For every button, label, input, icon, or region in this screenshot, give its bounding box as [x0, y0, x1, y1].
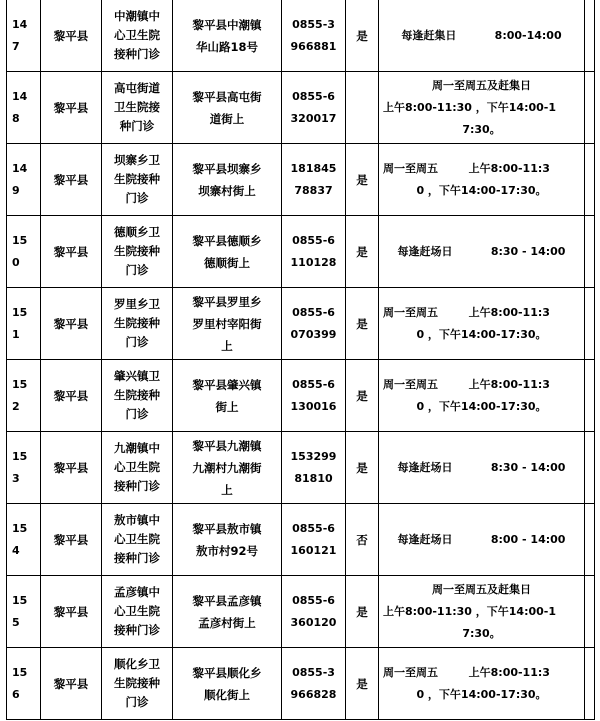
- cell-line: 130016: [290, 399, 337, 413]
- opening-hours-cell: [379, 576, 585, 648]
- cell-line: 0: [12, 255, 20, 269]
- cell-line: 每逢赶场日 8:30 - 14:00: [397, 244, 566, 258]
- cell-line: 5: [12, 615, 20, 629]
- cell-line: 心卫生院: [114, 532, 160, 546]
- cell-line: 15: [12, 521, 28, 535]
- cell-line: 上午8:00-11:30 ，下午14:00-1: [383, 100, 557, 114]
- table-row: [7, 144, 595, 216]
- cell-line: 14: [12, 17, 28, 31]
- blank-cell: [585, 72, 595, 144]
- cell-line: 生院接种: [114, 676, 160, 690]
- cell-line: 8: [12, 111, 20, 125]
- cell-line: 6: [12, 687, 20, 701]
- blank-cell: [585, 0, 595, 72]
- clinic-name-cell: [102, 288, 173, 360]
- phone-cell: [282, 288, 346, 360]
- blank-cell: [585, 504, 595, 576]
- cell-line: 周一至周五及赶集日: [432, 78, 531, 92]
- open-status-cell: 是: [346, 0, 379, 72]
- cell-line: 0855-6: [292, 593, 335, 607]
- open-status-cell: 否: [346, 504, 379, 576]
- cell-line: 070399: [290, 327, 337, 341]
- cell-line: 敖市镇中: [114, 513, 160, 527]
- cell-line: 生院接种: [114, 172, 160, 186]
- cell-line: 接种门诊: [114, 479, 160, 493]
- county-cell: 黎平县: [41, 144, 102, 216]
- blank-cell: [585, 216, 595, 288]
- cell-line: 周一至周五 上午8:00-11:3: [383, 665, 550, 679]
- cell-line: 360120: [290, 615, 337, 629]
- cell-line: 0 ，下午14:00-17:30。: [416, 399, 547, 413]
- address-cell: [173, 360, 282, 432]
- cell-line: 966881: [290, 39, 337, 53]
- clinic-name-cell: [102, 648, 173, 720]
- opening-hours-cell: [379, 360, 585, 432]
- cell-line: 0855-6: [292, 305, 335, 319]
- address-cell: [173, 144, 282, 216]
- cell-line: 心卫生院: [114, 28, 160, 42]
- cell-line: 周一至周五 上午8:00-11:3: [383, 305, 550, 319]
- address-cell: [173, 216, 282, 288]
- cell-line: 罗里乡卫: [114, 297, 160, 311]
- blank-cell: [585, 360, 595, 432]
- cell-line: 门诊: [125, 335, 149, 349]
- county-cell: 黎平县: [41, 432, 102, 504]
- cell-line: 0 ，下午14:00-17:30。: [416, 183, 547, 197]
- table-body: [7, 0, 595, 720]
- phone-cell: [282, 0, 346, 72]
- county-cell: 黎平县: [41, 72, 102, 144]
- serial-number-cell: [7, 288, 41, 360]
- cell-line: 孟彦村街上: [198, 615, 256, 630]
- phone-cell: [282, 72, 346, 144]
- cell-line: 高屯街道: [114, 81, 160, 95]
- cell-line: 生院接种: [114, 388, 160, 402]
- county-cell: 黎平县: [41, 576, 102, 648]
- open-status-cell: 是: [346, 360, 379, 432]
- cell-line: 1: [12, 327, 20, 341]
- cell-line: 华山路18号: [195, 39, 258, 54]
- cell-line: 接种门诊: [114, 47, 160, 61]
- blank-cell: [585, 288, 595, 360]
- cell-line: 上: [221, 482, 233, 497]
- cell-line: 中潮镇中: [114, 9, 160, 23]
- cell-line: 3: [12, 471, 20, 485]
- cell-line: 320017: [290, 111, 337, 125]
- cell-line: 0 ，下午14:00-17:30。: [416, 687, 547, 701]
- cell-line: 上: [221, 338, 233, 353]
- cell-line: 九潮村九潮街: [192, 460, 262, 475]
- address-cell: [173, 648, 282, 720]
- address-cell: [173, 432, 282, 504]
- clinic-name-cell: [102, 504, 173, 576]
- phone-cell: [282, 360, 346, 432]
- cell-line: 7:30。: [462, 122, 501, 136]
- cell-line: 14: [12, 161, 28, 175]
- opening-hours-cell: [379, 0, 585, 72]
- serial-number-cell: [7, 216, 41, 288]
- serial-number-cell: [7, 0, 41, 72]
- open-status-cell: 是: [346, 216, 379, 288]
- clinic-name-cell: [102, 144, 173, 216]
- opening-hours-cell: [379, 648, 585, 720]
- open-status-cell: 是: [346, 648, 379, 720]
- table-row: [7, 288, 595, 360]
- phone-cell: [282, 576, 346, 648]
- opening-hours-cell: [379, 432, 585, 504]
- cell-line: 15: [12, 449, 28, 463]
- cell-line: 81810: [294, 471, 333, 485]
- cell-line: 九潮镇中: [114, 441, 160, 455]
- blank-cell: [585, 648, 595, 720]
- clinic-name-cell: [102, 432, 173, 504]
- cell-line: 4: [12, 543, 20, 557]
- cell-line: 孟彦镇中: [114, 585, 160, 599]
- clinic-name-cell: [102, 576, 173, 648]
- cell-line: 顺化街上: [204, 687, 250, 702]
- cell-line: 门诊: [125, 695, 149, 709]
- serial-number-cell: [7, 72, 41, 144]
- cell-line: 卫生院接: [114, 100, 160, 114]
- opening-hours-cell: [379, 216, 585, 288]
- phone-cell: [282, 216, 346, 288]
- cell-line: 110128: [290, 255, 337, 269]
- blank-cell: [585, 576, 595, 648]
- address-cell: [173, 0, 282, 72]
- county-cell: 黎平县: [41, 648, 102, 720]
- cell-line: 心卫生院: [114, 460, 160, 474]
- cell-line: 坝寨村街上: [198, 183, 256, 198]
- vaccination-clinic-table: [6, 0, 595, 720]
- blank-cell: [585, 144, 595, 216]
- cell-line: 每逢赶集日 8:00-14:00: [401, 28, 562, 42]
- cell-line: 肇兴镇卫: [114, 369, 160, 383]
- cell-line: 15: [12, 593, 28, 607]
- cell-line: 黎平县高屯街: [192, 89, 262, 104]
- serial-number-cell: [7, 432, 41, 504]
- opening-hours-cell: [379, 288, 585, 360]
- county-cell: 黎平县: [41, 504, 102, 576]
- address-cell: [173, 576, 282, 648]
- cell-line: 黎平县德顺乡: [192, 233, 262, 248]
- county-cell: 黎平县: [41, 360, 102, 432]
- cell-line: 15: [12, 665, 28, 679]
- phone-cell: [282, 504, 346, 576]
- cell-line: 15: [12, 233, 28, 247]
- cell-line: 道街上: [209, 111, 245, 126]
- table-row: [7, 648, 595, 720]
- cell-line: 160121: [290, 543, 337, 557]
- cell-line: 2: [12, 399, 20, 413]
- cell-line: 每逢赶场日 8:00 - 14:00: [397, 532, 566, 546]
- open-status-cell: [346, 72, 379, 144]
- cell-line: 7:30。: [462, 626, 501, 640]
- cell-line: 0855-3: [292, 17, 335, 31]
- cell-line: 敖市村92号: [195, 543, 258, 558]
- cell-line: 黎平县九潮镇: [192, 438, 262, 453]
- open-status-cell: 是: [346, 144, 379, 216]
- cell-line: 心卫生院: [114, 604, 160, 618]
- cell-line: 15: [12, 305, 28, 319]
- address-cell: [173, 504, 282, 576]
- cell-line: 黎平县顺化乡: [192, 665, 262, 680]
- clinic-name-cell: [102, 216, 173, 288]
- clinic-name-cell: [102, 72, 173, 144]
- cell-line: 966828: [290, 687, 337, 701]
- cell-line: 周一至周五 上午8:00-11:3: [383, 161, 550, 175]
- cell-line: 周一至周五 上午8:00-11:3: [383, 377, 550, 391]
- cell-line: 街上: [215, 399, 239, 414]
- serial-number-cell: [7, 504, 41, 576]
- phone-cell: [282, 432, 346, 504]
- table-row: [7, 216, 595, 288]
- cell-line: 黎平县坝寨乡: [192, 161, 262, 176]
- cell-line: 坝寨乡卫: [114, 153, 160, 167]
- cell-line: 门诊: [125, 263, 149, 277]
- cell-line: 生院接种: [114, 316, 160, 330]
- table-row: [7, 72, 595, 144]
- cell-line: 78837: [294, 183, 333, 197]
- opening-hours-cell: [379, 72, 585, 144]
- cell-line: 接种门诊: [114, 551, 160, 565]
- cell-line: 黎平县敖市镇: [192, 521, 262, 536]
- phone-cell: [282, 144, 346, 216]
- county-cell: 黎平县: [41, 216, 102, 288]
- clinic-name-cell: [102, 0, 173, 72]
- cell-line: 0855-6: [292, 233, 335, 247]
- cell-line: 黎平县中潮镇: [192, 17, 262, 32]
- cell-line: 0 ，下午14:00-17:30。: [416, 327, 547, 341]
- cell-line: 生院接种: [114, 244, 160, 258]
- county-cell: 黎平县: [41, 288, 102, 360]
- table-row: [7, 360, 595, 432]
- table-row: [7, 432, 595, 504]
- address-cell: [173, 72, 282, 144]
- cell-line: 0855-3: [292, 665, 335, 679]
- cell-line: 9: [12, 183, 20, 197]
- cell-line: 黎平县肇兴镇: [192, 377, 262, 392]
- serial-number-cell: [7, 360, 41, 432]
- cell-line: 15: [12, 377, 28, 391]
- open-status-cell: 是: [346, 576, 379, 648]
- opening-hours-cell: [379, 504, 585, 576]
- open-status-cell: 是: [346, 288, 379, 360]
- table-row: [7, 0, 595, 72]
- cell-line: 周一至周五及赶集日: [432, 582, 531, 596]
- cell-line: 153299: [290, 449, 337, 463]
- phone-cell: [282, 648, 346, 720]
- cell-line: 0855-6: [292, 377, 335, 391]
- open-status-cell: 是: [346, 432, 379, 504]
- cell-line: 0855-6: [292, 89, 335, 103]
- cell-line: 0855-6: [292, 521, 335, 535]
- cell-line: 黎平县孟彦镇: [192, 593, 262, 608]
- cell-line: 种门诊: [119, 119, 155, 133]
- cell-line: 顺化乡卫: [114, 657, 160, 671]
- county-cell: 黎平县: [41, 0, 102, 72]
- cell-line: 门诊: [125, 191, 149, 205]
- clinic-name-cell: [102, 360, 173, 432]
- cell-line: 7: [12, 39, 20, 53]
- cell-line: 每逢赶场日 8:30 - 14:00: [397, 460, 566, 474]
- cell-line: 上午8:00-11:30 ，下午14:00-1: [383, 604, 557, 618]
- serial-number-cell: [7, 648, 41, 720]
- cell-line: 门诊: [125, 407, 149, 421]
- table-row: [7, 576, 595, 648]
- cell-line: 接种门诊: [114, 623, 160, 637]
- blank-cell: [585, 432, 595, 504]
- serial-number-cell: [7, 144, 41, 216]
- table-row: [7, 504, 595, 576]
- cell-line: 德顺乡卫: [114, 225, 160, 239]
- cell-line: 罗里村宰阳街: [192, 316, 262, 331]
- cell-line: 181845: [290, 161, 337, 175]
- address-cell: [173, 288, 282, 360]
- cell-line: 德顺街上: [204, 255, 250, 270]
- opening-hours-cell: [379, 144, 585, 216]
- cell-line: 14: [12, 89, 28, 103]
- serial-number-cell: [7, 576, 41, 648]
- cell-line: 黎平县罗里乡: [192, 294, 262, 309]
